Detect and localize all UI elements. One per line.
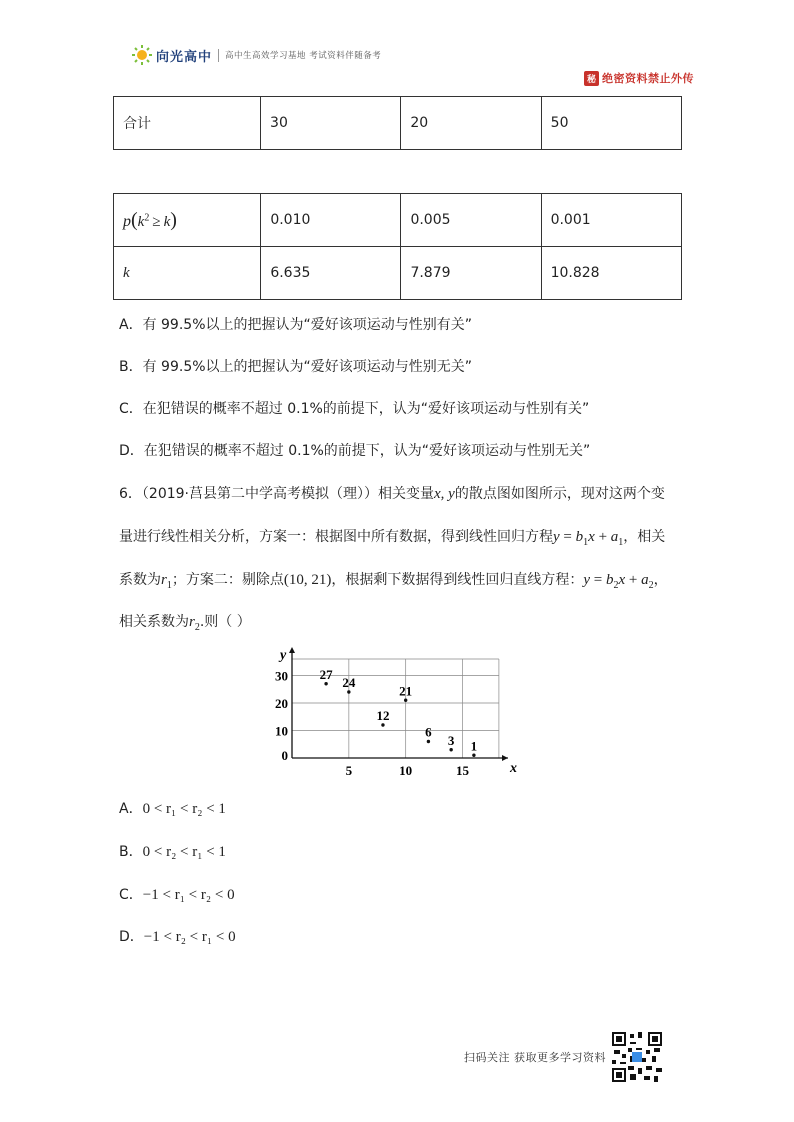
header-divider xyxy=(218,49,219,62)
math-exponent: 2 xyxy=(144,211,150,223)
text-run: ，根据剩下数据得到线性回归直线方程： xyxy=(331,572,584,588)
data-point-label: 12 xyxy=(376,708,390,723)
q5-option-b: B．有 99.5%以上的把握认为“爱好该项运动与性别无关” xyxy=(119,359,473,375)
table-row xyxy=(114,194,682,247)
text-run: .则（ ） xyxy=(199,614,251,630)
q6-stem-line-2 xyxy=(119,527,665,553)
math-r1 xyxy=(161,572,172,591)
math-k: k xyxy=(137,213,145,230)
y-axis-label: y xyxy=(280,648,287,663)
data-point xyxy=(449,748,452,751)
confidential-text: 绝密资料禁止外传 xyxy=(602,72,694,85)
brand-name: 向光高中 xyxy=(156,49,213,65)
q6-option-d xyxy=(119,927,236,947)
table-cell: 0.001 xyxy=(541,194,681,247)
table-cell: 20 xyxy=(401,97,541,150)
data-point-label: 1 xyxy=(470,738,478,754)
q6-option-b xyxy=(119,842,226,862)
brand-slogan: 高中生高效学习基地 考试资料伴随备考 xyxy=(225,51,382,61)
math-subscript: 1 xyxy=(583,537,589,548)
table-cell: 50 xyxy=(541,97,681,150)
chart-axes xyxy=(278,647,517,776)
table-row xyxy=(114,247,682,300)
table-cell: 7.879 xyxy=(401,247,541,300)
y-tick-label: 10 xyxy=(275,723,288,739)
paren-open: ( xyxy=(131,208,138,231)
x-tick-label: 15 xyxy=(456,763,470,778)
option-math: −1 < r₂ < r₁ < 0 xyxy=(143,929,236,945)
table-cell: 6.635 xyxy=(261,247,401,300)
option-label: C． xyxy=(119,887,143,903)
critical-value-table xyxy=(113,193,682,300)
math-symbol: x xyxy=(588,529,595,545)
math-xy: x, y xyxy=(434,486,455,502)
q5-option-d: D．在犯错误的概率不超过 0.1%的前提下，认为“爱好该项运动与性别无关” xyxy=(119,443,591,459)
math-symbol: r xyxy=(189,614,195,630)
x-tick-label: 10 xyxy=(399,763,413,778)
math-subscript: 2 xyxy=(194,622,200,633)
chart-points xyxy=(320,667,478,757)
math-symbol: = xyxy=(590,572,606,588)
regression-eq-2 xyxy=(583,572,654,591)
q6-stem-line-1 xyxy=(119,484,665,504)
chart-tick-labels xyxy=(275,666,470,779)
math-symbol: + xyxy=(594,529,611,545)
math-ge: ≥ xyxy=(152,213,161,230)
table-row xyxy=(114,97,682,150)
math-subscript: 1 xyxy=(166,580,172,591)
data-point xyxy=(324,682,327,685)
math-symbol: y xyxy=(583,572,591,588)
text-run: 的散点图如图所示，现对这两个变 xyxy=(454,486,665,502)
option-math: −1 < r₁ < r₂ < 0 xyxy=(142,887,235,903)
contingency-table-total-row xyxy=(113,96,682,150)
math-symbol: + xyxy=(625,572,642,588)
q6-option-c xyxy=(119,885,235,905)
table-cell: 30 xyxy=(261,97,401,150)
math-subscript: 1 xyxy=(618,537,624,548)
qr-code-icon[interactable] xyxy=(612,1032,662,1082)
y-axis-arrow xyxy=(289,647,295,653)
confidential-mark xyxy=(584,70,694,86)
math-symbol: b xyxy=(605,572,614,588)
math-symbol: y xyxy=(553,529,560,545)
math-r2 xyxy=(189,614,200,633)
y-tick-label: 30 xyxy=(275,668,288,684)
table-cell: 10.828 xyxy=(541,247,681,300)
data-point-label: 21 xyxy=(399,683,413,699)
option-math: 0 < r₁ < r₂ < 1 xyxy=(142,801,226,817)
data-point-label: 27 xyxy=(319,666,333,682)
text-run: 6．（2019·莒县第二中学高考模拟（理））相关变量 xyxy=(119,486,434,502)
data-point-label: 24 xyxy=(342,675,356,690)
math-symbol: x xyxy=(618,572,626,588)
table-cell: 0.010 xyxy=(261,194,401,247)
table-cell-k-label: k xyxy=(114,247,261,300)
text-run: 相关系数为 xyxy=(119,614,189,630)
math-symbol: r xyxy=(161,572,167,588)
data-point xyxy=(427,740,430,743)
x-tick-label: 5 xyxy=(345,763,353,778)
data-point xyxy=(472,754,475,757)
option-math: 0 < r₂ < r₁ < 1 xyxy=(142,844,226,860)
y-tick-label: 20 xyxy=(275,696,288,711)
y-tick-label: 0 xyxy=(281,748,288,763)
text-run: ，相关 xyxy=(623,529,666,545)
q6-stem-line-4 xyxy=(119,612,251,638)
data-point xyxy=(347,690,350,693)
text-run: 量进行线性相关分析，方案一：根据图中所有数据，得到线性回归方程 xyxy=(119,529,553,545)
option-label: D． xyxy=(119,929,144,945)
option-label: A． xyxy=(119,801,143,817)
q6-option-a xyxy=(119,799,226,819)
x-axis-arrow xyxy=(502,755,508,761)
scatter-chart xyxy=(270,645,530,785)
table-cell: 0.005 xyxy=(401,194,541,247)
math-symbol: b xyxy=(575,529,584,545)
text-run: ；方案二：剔除点 xyxy=(171,572,284,588)
q6-stem-line-3 xyxy=(119,570,668,596)
data-point xyxy=(381,723,384,726)
paren-close: ) xyxy=(170,208,177,231)
math-subscript: 2 xyxy=(648,580,654,591)
math-subscript: 2 xyxy=(613,580,619,591)
math-symbol: = xyxy=(559,529,576,545)
regression-eq-1 xyxy=(553,529,624,548)
sun-logo-icon xyxy=(132,45,152,65)
math-k: k xyxy=(163,213,171,230)
data-point xyxy=(404,699,407,702)
text-run: ， xyxy=(653,572,668,588)
math-p: p xyxy=(123,212,131,230)
data-point-label: 3 xyxy=(447,732,455,748)
data-point-label: 6 xyxy=(425,724,432,740)
option-label: B． xyxy=(119,844,143,860)
seal-icon: 秘 xyxy=(584,71,599,86)
q5-option-c: C．在犯错误的概率不超过 0.1%的前提下，认为“爱好该项运动与性别有关” xyxy=(119,401,590,417)
math-symbol: a xyxy=(641,572,649,588)
footer-scan-text: 扫码关注 获取更多学习资料 xyxy=(464,1051,606,1064)
text-run: 系数为 xyxy=(119,572,161,588)
x-axis-label: x xyxy=(510,761,517,776)
math-point: (10, 21) xyxy=(283,572,332,588)
math-symbol: a xyxy=(610,529,619,545)
table-cell-probability-label xyxy=(114,194,261,247)
header-logo xyxy=(132,42,381,68)
table-cell: 合计 xyxy=(114,97,261,150)
q5-option-a: A．有 99.5%以上的把握认为“爱好该项运动与性别有关” xyxy=(119,317,473,333)
